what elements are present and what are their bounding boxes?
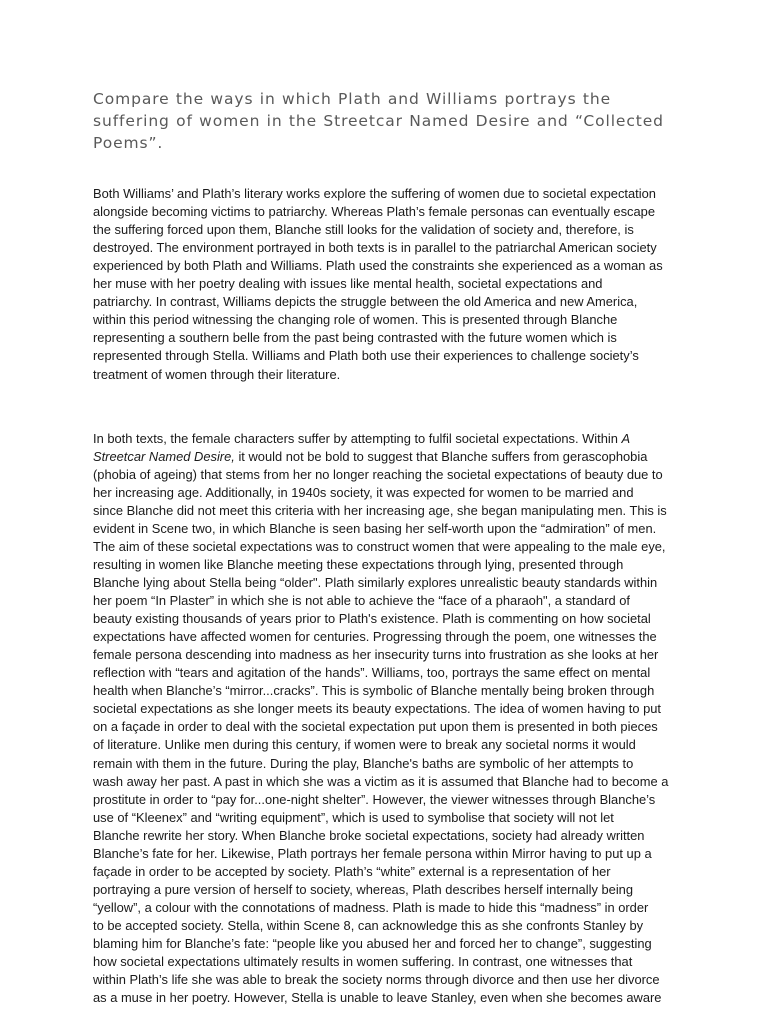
line: portraying a pure version of herself to society, whereas, Plath describes herself internally being <box>93 881 634 897</box>
line: prostitute in order to “pay for...one-night shelter”. However, the viewer witnesses through Blanche’s <box>93 791 656 807</box>
paragraph-1 <box>93 185 678 384</box>
line: “yellow”, a colour with the connotations of madness. Plath is made to hide this “madness” in order <box>93 899 649 915</box>
line <box>93 449 647 464</box>
line: representing a southern belle from the past being contrasted with the future women which is <box>93 330 617 346</box>
line: Blanche’s fate for her. Likewise, Plath portrays her female persona within Mirror having to put up a <box>93 845 652 861</box>
play-title-part-2: Streetcar Named Desire, <box>93 448 235 464</box>
line: destroyed. The environment portrayed in both texts is in parallel to the patriarchal American society <box>93 240 657 256</box>
play-title-part-1: A <box>621 430 631 446</box>
essay-body <box>93 167 678 1035</box>
line: Blanche lying about Stella being “older". Plath similarly explores unrealistic beauty standards within <box>93 575 658 591</box>
line: societal expectations as she longer meets its beauty expectations. The idea of women having to put <box>93 701 662 717</box>
line <box>93 431 630 446</box>
intro-text: In both texts, the female characters suffer by attempting to fulfil societal expectations. Within <box>93 430 622 446</box>
line: within this period witnessing the changing role of women. This is presented through Blanche <box>93 312 618 328</box>
line: alongside becoming victims to patriarchy. Whereas Plath’s female personas can eventually escape <box>93 204 655 220</box>
line: of literature. Unlike men during this century, if women were to break any societal norms it would <box>93 737 636 753</box>
line: her muse with her poetry dealing with issues like mental health, societal expectations and <box>93 276 603 292</box>
line: remain with them in the future. During the play, Blanche's baths are symbolic of her attempts to <box>93 755 634 771</box>
line: treatment of women through their literature. <box>93 366 341 382</box>
line: since Blanche did not meet this criteria with her increasing age, she began manipulating men. This is <box>93 502 667 518</box>
line: evident in Scene two, in which Blanche is seen basing her self-worth upon the “admiration” of men. <box>93 520 657 536</box>
intro-rest: it would not be bold to suggest that Blanche suffers from gerascophobia <box>234 448 648 464</box>
line: blaming him for Blanche’s fate: “people like you abused her and forced her to change”, suggesting <box>93 935 652 951</box>
essay-title: Compare the ways in which Plath and Williams portrays the suffering of women in the Streetcar Named Desire and “Collected Poems”. <box>93 90 664 152</box>
line: Blanche rewrite her story. When Blanche broke societal expectations, society had already written <box>93 827 645 843</box>
line: (phobia of ageing) that stems from her no longer reaching the societal expectations of beauty due to <box>93 466 663 482</box>
line: female persona descending into madness as her insecurity turns into frustration as she looks at her <box>93 647 659 663</box>
line: to be accepted society. Stella, within Scene 8, can acknowledge this as she confronts Stanley by <box>93 917 644 933</box>
line: represented through Stella. Williams and Plath both use their experiences to challenge society’s <box>93 348 639 364</box>
line: on a façade in order to deal with the societal expectation put upon them is presented in both pieces <box>93 719 658 735</box>
line: health when Blanche’s “mirror...cracks”. This is symbolic of Blanche mentally being broken through <box>93 683 655 699</box>
line: her poem “In Plaster” in which she is not able to achieve the “face of a pharaoh", a standard of <box>93 593 630 609</box>
line: how societal expectations ultimately results in women suffering. In contrast, one witnesses that <box>93 954 633 970</box>
line: beauty existing thousands of years prior to Plath's existence. Plath is commenting on how societal <box>93 611 651 627</box>
line: reflection with “tears and agitation of the hands”. Williams, too, portrays the same effect on mental <box>93 665 651 681</box>
line: use of “Kleenex” and “writing equipment”, which is used to symbolise that society will not let <box>93 809 614 825</box>
line: patriarchy. In contrast, Williams depicts the struggle between the old America and new America, <box>93 294 638 310</box>
paragraph-2 <box>93 430 678 1008</box>
line: façade in order to be accepted by society. Plath’s “white” external is a representation of her <box>93 863 611 879</box>
line: resulting in women like Blanche meeting these expectations through lying, presented through <box>93 556 624 572</box>
line: within Plath’s life she was able to break the society norms through divorce and then use her divorce <box>93 972 660 988</box>
line: the suffering forced upon them, Blanche still looks for the validation of society and, therefore, is <box>93 222 634 238</box>
line: Both Williams’ and Plath’s literary works explore the suffering of women due to societal expectation <box>93 186 656 202</box>
line: experienced by both Plath and Williams. Plath used the constraints she experienced as a woman as <box>93 258 663 274</box>
line: her increasing age. Additionally, in 1940s society, it was expected for women to be married and <box>93 484 634 500</box>
line: The aim of these societal expectations was to construct women that were appealing to the male eye, <box>93 538 666 554</box>
line: as a muse in her poetry. However, Stella is unable to leave Stanley, even when she becomes aware <box>93 990 662 1006</box>
line: wash away her past. A past in which she was a victim as it is assumed that Blanche had to become a <box>93 773 669 789</box>
line: expectations have affected women for centuries. Progressing through the poem, one witnesses the <box>93 629 657 645</box>
